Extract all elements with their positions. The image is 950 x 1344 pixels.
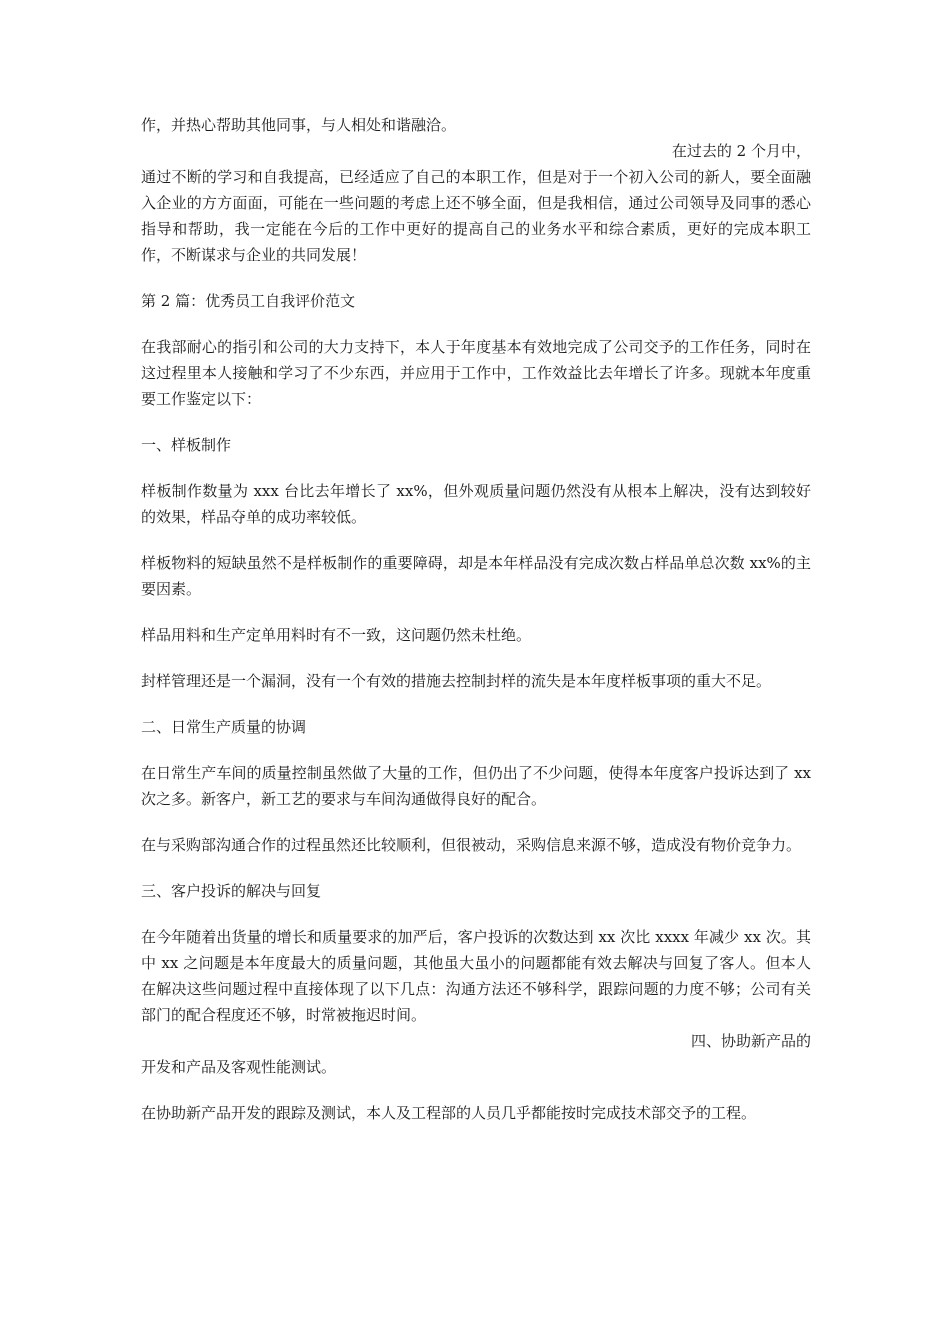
paragraph: 样板物料的短缺虽然不是样板制作的重要障碍，却是本年样品没有完成次数占样品单总次数 xx%的主要因素。	[141, 554, 811, 598]
paragraph: 通过不断的学习和自我提高，已经适应了自己的本职工作，但是对于一个初入公司的新人，要全面融入企业的方方面面，可能在一些问题的考虑上还不够全面，但是我相信，通过公司领导及同事的悉心指导和帮助，我一定能在今后的工作中更好的提高自己的业务水平和综合素质，更好的完成本职工作，不断谋求与企业的共同发展！	[141, 168, 811, 264]
section-title: 第 2 篇：优秀员工自我评价范文	[141, 292, 356, 310]
heading-new-product-cont: 开发和产品及客观性能测试。	[141, 1058, 337, 1076]
paragraph: 在日常生产车间的质量控制虽然做了大量的工作，但仍出了不少问题，使得本年度客户投诉达到了 xx 次之多。新客户，新工艺的要求与车间沟通做得良好的配合。	[141, 764, 811, 808]
paragraph: 在协助新产品开发的跟踪及测试，本人及工程部的人员几乎都能按时完成技术部交予的工程。	[141, 1104, 757, 1122]
heading-production-quality: 二、日常生产质量的协调	[141, 718, 307, 736]
heading-new-product-right: 四、协助新产品的	[690, 1032, 811, 1050]
paragraph: 作，并热心帮助其他同事，与人相处和谐融洽。	[141, 116, 457, 134]
paragraph: 样品用料和生产定单用料时有不一致，这问题仍然未杜绝。	[141, 626, 532, 644]
heading-customer-complaints: 三、客户投诉的解决与回复	[141, 882, 322, 900]
heading-sample-making: 一、样板制作	[141, 436, 232, 454]
document-page	[141, 112, 811, 1126]
paragraph: 在与采购部沟通合作的过程虽然还比较顺利，但很被动，采购信息来源不够，造成没有物价竞争力。	[141, 836, 802, 854]
paragraph-right: 在过去的 2 个月中，	[671, 142, 811, 160]
paragraph: 封样管理还是一个漏洞，没有一个有效的措施去控制封样的流失是本年度样板事项的重大不足。	[141, 672, 772, 690]
paragraph: 在今年随着出货量的增长和质量要求的加严后，客户投诉的次数达到 xx 次比 xxxx 年减少 xx 次。其中 xx 之问题是本年度最大的质量问题，其他虽大虽小的问题都能有效去解决与回复了客人。但本人在解决这些问题过程中直接体现了以下几点：沟通方法还不够科学，跟踪问题的力度不够；公司有关部门的配合程度还不够，时常被拖迟时间。	[141, 928, 811, 1024]
intro-paragraph: 在我部耐心的指引和公司的大力支持下，本人于年度基本有效地完成了公司交予的工作任务，同时在这过程里本人接触和学习了不少东西，并应用于工作中，工作效益比去年增长了许多。现就本年度重要工作鉴定以下：	[141, 338, 811, 408]
paragraph: 样板制作数量为 xxx 台比去年增长了 xx%，但外观质量问题仍然没有从根本上解决，没有达到较好的效果，样品夺单的成功率较低。	[141, 482, 811, 526]
